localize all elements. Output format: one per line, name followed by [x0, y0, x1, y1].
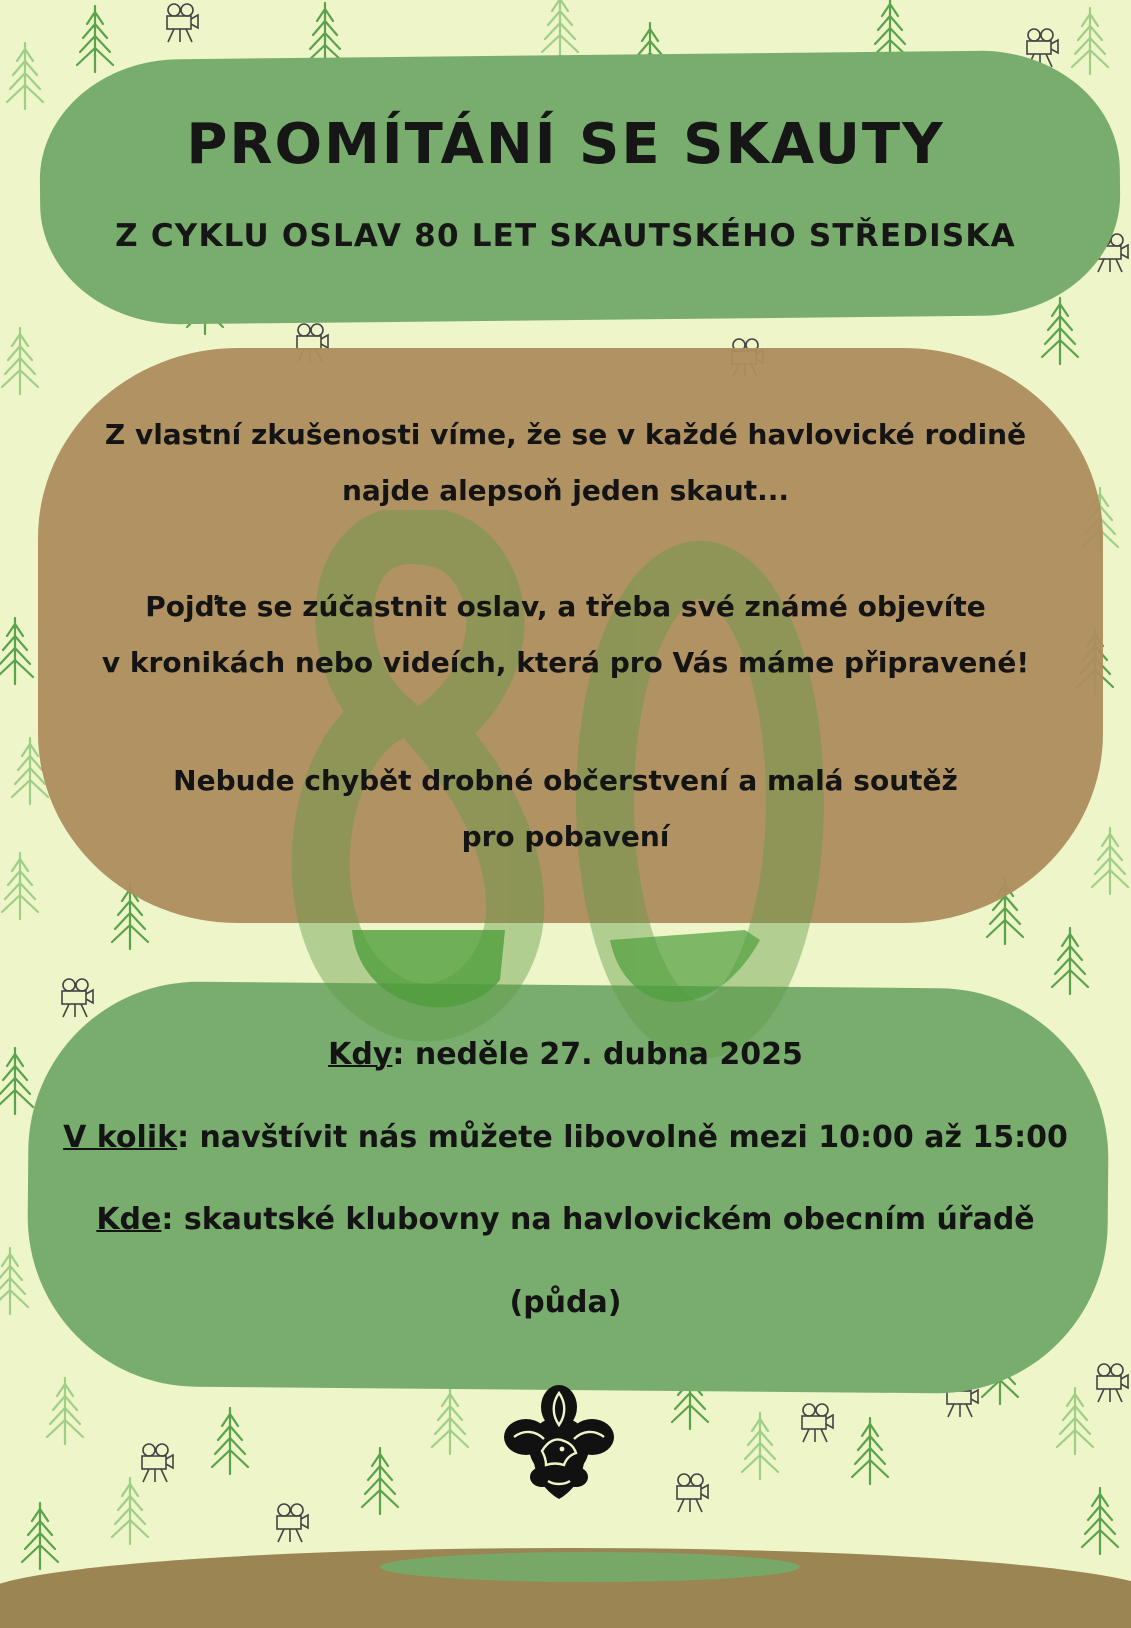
- scout-lily-emblem-icon: [504, 1385, 614, 1500]
- detail-where: [0, 1202, 1131, 1237]
- intro-line-3: Pojďte se zúčastnit oslav, a třeba své známé objevíte: [145, 590, 986, 623]
- intro-line-1: Z vlastní zkušenosti víme, že se v každé havlovické rodině: [104, 418, 1027, 451]
- detail-where-value: : skautské klubovny na havlovickém obecním úřadě: [161, 1202, 1035, 1237]
- intro-line-2: najde alepsoň jeden skaut...: [341, 474, 790, 507]
- detail-where-label: Kde: [96, 1202, 162, 1237]
- intro-line-5: Nebude chybět drobné občerstvení a malá soutěž: [173, 764, 958, 797]
- poster-title: PROMÍTÁNÍ SE SKAUTY: [186, 112, 945, 177]
- detail-time: [0, 1120, 1131, 1155]
- detail-time-label: V kolik: [63, 1120, 178, 1155]
- detail-time-value: : navštívit nás můžete libovolně mezi 10:00 až 15:00: [177, 1120, 1068, 1155]
- intro-line-4: v kronikách nebo videích, která pro Vás máme připravené!: [101, 646, 1030, 679]
- intro-line-6: pro pobavení: [461, 820, 670, 853]
- poster-subtitle: Z CYKLU OSLAV 80 LET SKAUTSKÉHO STŘEDISKA: [115, 218, 1016, 254]
- detail-where-extra: (půda): [509, 1285, 622, 1320]
- detail-when-value: : neděle 27. dubna 2025: [392, 1037, 803, 1072]
- detail-when-label: Kdy: [328, 1037, 393, 1072]
- detail-when: [0, 1037, 1131, 1072]
